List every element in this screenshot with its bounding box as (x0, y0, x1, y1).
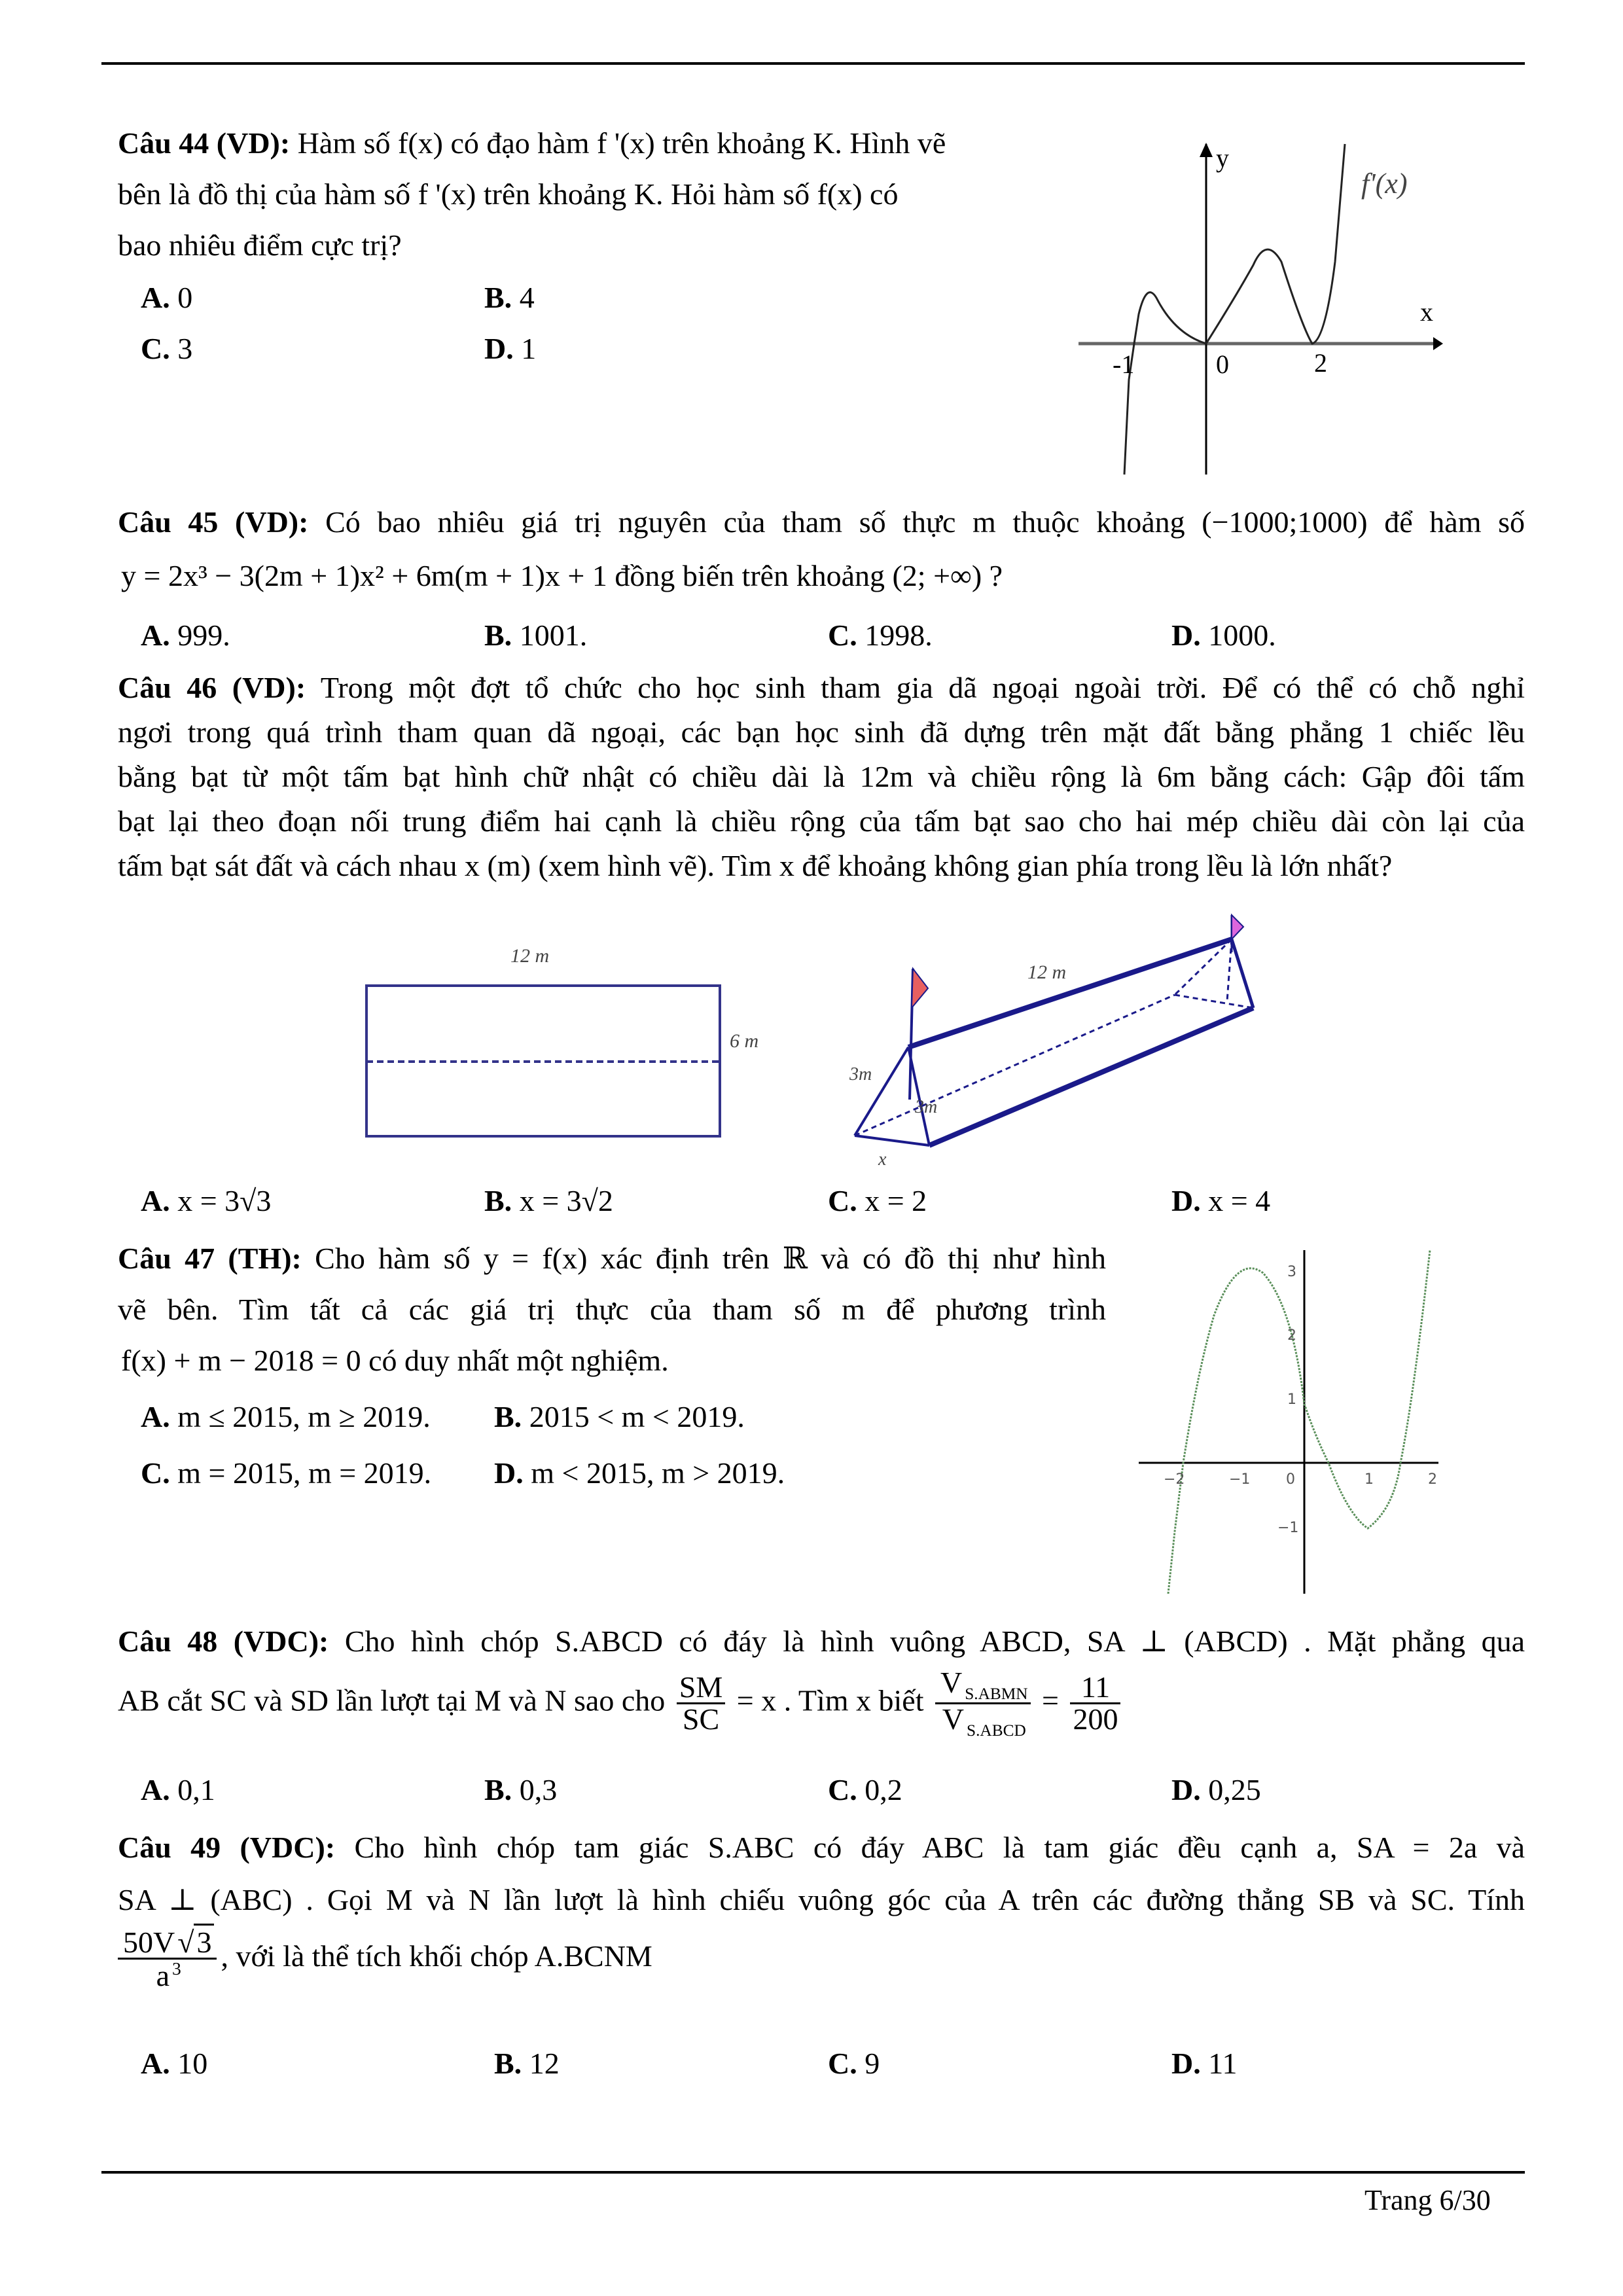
q44-option-c[interactable]: C. 3 (141, 332, 193, 365)
svg-text:2: 2 (1287, 1327, 1296, 1344)
q44-option-a[interactable]: A. 0 (141, 281, 193, 314)
q45-option-d[interactable]: D. 1000. (1171, 619, 1276, 652)
q48-option-c[interactable]: C. 0,2 (828, 1773, 902, 1806)
q47-line-1: Câu 47 (TH): Cho hàm số y = f(x) xác định trên ℝ và có đồ thị như hình (118, 1242, 1106, 1275)
q45-line-2: y = 2x³ − 3(2m + 1)x² + 6m(m + 1)x + 1 đồng biến trên khoảng (2; +∞) ? (121, 559, 1003, 592)
svg-text:12 m: 12 m (510, 945, 550, 967)
q49-option-c[interactable]: C. 9 (828, 2047, 880, 2080)
svg-text:y: y (1216, 143, 1229, 173)
svg-text:2: 2 (1314, 348, 1327, 378)
svg-text:1: 1 (1287, 1391, 1296, 1408)
q46-line-4: bạt lại theo đoạn nối trung điểm hai cạnh là chiều rộng của tấm bạt sao cho hai mép chiều dài còn lại của (118, 804, 1525, 838)
svg-text:3: 3 (1287, 1264, 1296, 1280)
q46-option-a[interactable]: A. x = 3√3 (141, 1184, 272, 1217)
q46-tent-figure (831, 903, 1309, 1170)
header-rule (101, 62, 1525, 65)
sm-sc-fraction: $\frac{SM}{SC}$ (677, 1672, 725, 1734)
q46-option-b[interactable]: B. x = 3√2 (484, 1184, 613, 1217)
svg-text:x: x (1420, 297, 1433, 327)
q48-line-1: Câu 48 (VDC): Cho hình chóp S.ABCD có đáy là hình vuông ABCD, SA ⊥ (ABCD) . Mặt phẳng qua (118, 1624, 1525, 1658)
q49-line-1: Câu 49 (VDC): Cho hình chóp tam giác S.ABC có đáy ABC là tam giác đều cạnh a, SA = 2a và (118, 1831, 1525, 1864)
q47-function-graph (1132, 1240, 1459, 1600)
svg-text:−2: −2 (1164, 1471, 1185, 1488)
q44-option-b[interactable]: B. 4 (484, 281, 535, 314)
q45-option-c[interactable]: C. 1998. (828, 619, 933, 652)
q48-option-d[interactable]: D. 0,25 (1171, 1773, 1261, 1806)
page-number: Trang 6/30 (1364, 2184, 1491, 2216)
q45-line-1: Câu 45 (VD): Có bao nhiêu giá trị nguyên của tham số thực m thuộc khoảng (−1000;1000) để hàm số (118, 505, 1525, 539)
q44-derivative-graph (1067, 131, 1459, 478)
q47-option-c[interactable]: C. m = 2015, m = 2019. (141, 1456, 432, 1490)
volume-ratio-fraction: $\frac{V _{S.ABMN}}{V _{S.ABCD}}$ (935, 1668, 1031, 1740)
q48-option-b[interactable]: B. 0,3 (484, 1773, 558, 1806)
svg-text:−1: −1 (1277, 1520, 1299, 1536)
eleven-over-200-fraction: $\frac{11}{200}$ (1070, 1672, 1120, 1734)
q49-line-2: SA ⊥ (ABC) . Gọi M và N lần lượt là hình chiếu vuông góc của A trên các đường thẳng SB và SC. Tính (118, 1883, 1525, 1916)
q46-line-2: ngơi trong quá trình tham quan dã ngoại, các bạn học sinh đã dựng trên mặt đất bằng phẳng 1 chiếc lều (118, 715, 1525, 749)
svg-text:f'(x): f'(x) (1361, 168, 1408, 200)
q48-line-2: AB cắt SC và SD lần lượt tại M và N sao cho $\frac{SM}{SC}$ = x . Tìm x biết $\frac{V _{S.ABMN}}{V _{S.ABCD}}$ = $\frac{11}{200}$ (118, 1668, 1124, 1740)
q49-fraction: $\frac{50V√3}{a ^3}$ (118, 1928, 217, 1991)
svg-text:1: 1 (1364, 1471, 1374, 1488)
svg-text:3m: 3m (849, 1064, 872, 1085)
q44-line-2: bên là đồ thị của hàm số f '(x) trên khoảng K. Hỏi hàm số f(x) có (118, 177, 899, 211)
svg-text:-1: -1 (1113, 350, 1135, 379)
q49-option-a[interactable]: A. 10 (141, 2047, 208, 2080)
q47-line-3: f(x) + m − 2018 = 0 có duy nhất một nghiệm. (121, 1344, 669, 1377)
q46-line-1: Câu 46 (VD): Trong một đợt tổ chức cho học sinh tham gia dã ngoại ngoài trời. Để có thể có chỗ nghỉ (118, 671, 1525, 704)
svg-text:0: 0 (1286, 1471, 1295, 1488)
q44-line-1: Câu 44 (VD): Hàm số f(x) có đạo hàm f '(x) trên khoảng K. Hình vẽ (118, 126, 946, 160)
svg-text:12 m: 12 m (1027, 961, 1067, 983)
q46-line-3: bằng bạt từ một tấm bạt hình chữ nhật có chiều dài là 12m và chiều rộng là 6m bằng cách: Gập đôi tấm (118, 760, 1525, 793)
q46-line-5: tấm bạt sát đất và cách nhau x (m) (xem hình vẽ). Tìm x để khoảng không gian phía trong lều là lớn nhất? (118, 849, 1393, 882)
q47-option-d[interactable]: D. m < 2015, m > 2019. (494, 1456, 785, 1490)
svg-text:0: 0 (1216, 350, 1229, 379)
q49-option-d[interactable]: D. 11 (1171, 2047, 1238, 2080)
svg-text:6 m: 6 m (730, 1030, 759, 1052)
q44-label: Câu 44 (VD): (118, 126, 291, 160)
q46-option-c[interactable]: C. x = 2 (828, 1184, 927, 1217)
q46-option-d[interactable]: D. x = 4 (1171, 1184, 1271, 1217)
svg-text:−1: −1 (1229, 1471, 1251, 1488)
q48-option-a[interactable]: A. 0,1 (141, 1773, 215, 1806)
q49-option-b[interactable]: B. 12 (494, 2047, 560, 2080)
footer-rule (101, 2171, 1525, 2174)
q45-option-a[interactable]: A. 999. (141, 619, 230, 652)
q49-line-3: $\frac{50V√3}{a ^3}$ , với là thể tích khối chóp A.BCNM (118, 1928, 652, 1991)
q44-line-3: bao nhiêu điểm cực trị? (118, 228, 402, 262)
q47-option-a[interactable]: A. m ≤ 2015, m ≥ 2019. (141, 1400, 431, 1433)
q44-option-d[interactable]: D. 1 (484, 332, 537, 365)
q46-tarp-rectangle-figure (353, 929, 772, 1145)
svg-text:3m: 3m (915, 1097, 938, 1117)
q45-option-b[interactable]: B. 1001. (484, 619, 588, 652)
svg-text:2: 2 (1428, 1471, 1437, 1488)
q47-line-2: vẽ bên. Tìm tất cả các giá trị thực của tham số m để phương trình (118, 1293, 1106, 1326)
svg-text:x: x (878, 1149, 887, 1170)
q47-option-b[interactable]: B. 2015 < m < 2019. (494, 1400, 745, 1433)
